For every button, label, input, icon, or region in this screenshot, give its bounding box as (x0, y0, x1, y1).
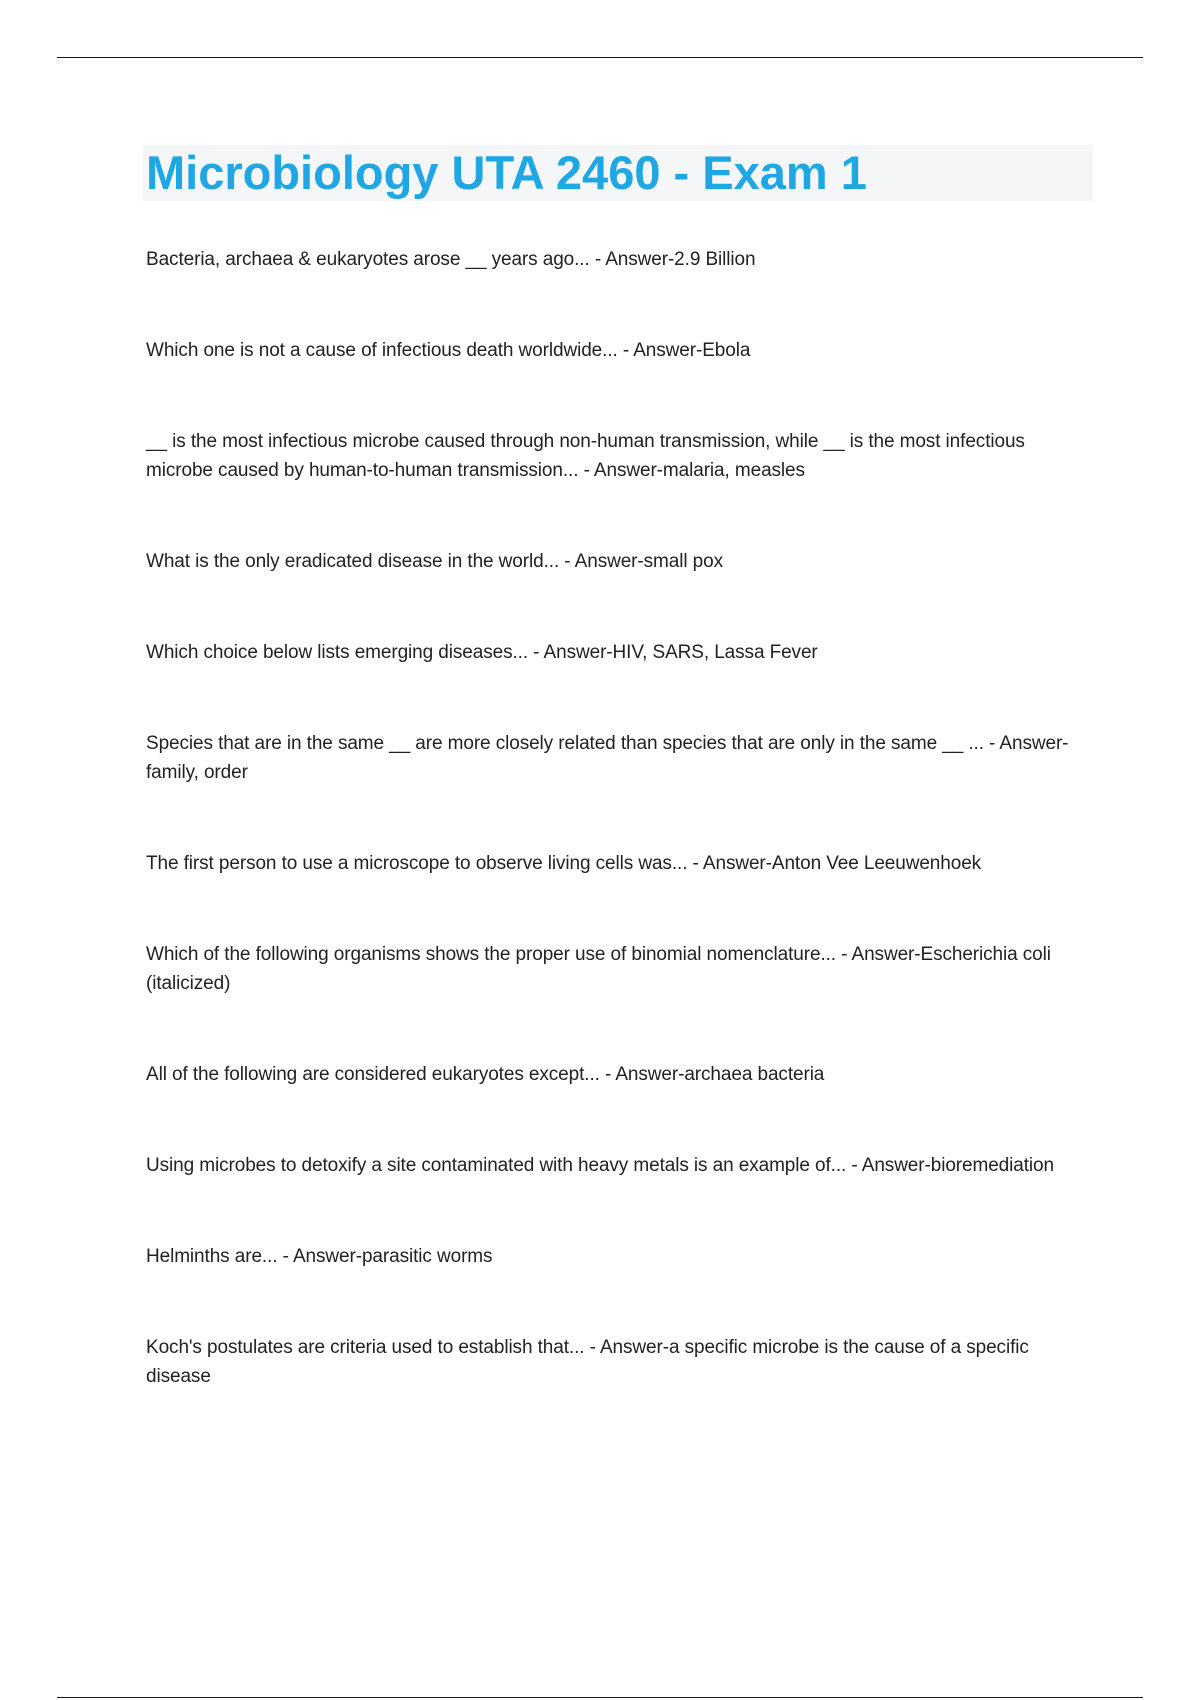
qa-item-7: The first person to use a microscope to observe living cells was... - Answer-Anton Vee Leeuwenhoek (146, 853, 982, 874)
qa-item-11: Helminths are... - Answer-parasitic worms (146, 1246, 493, 1267)
qa-item-10: Using microbes to detoxify a site contaminated with heavy metals is an example of... - Answer-bioremediation (146, 1155, 1054, 1176)
qa-item-1: Bacteria, archaea & eukaryotes arose __ years ago... - Answer-2.9 Billion (146, 249, 756, 270)
question-answer-list (146, 245, 1076, 1453)
qa-item-12: Koch's postulates are criteria used to establish that... - Answer-a specific microbe is the cause of a specific disease (146, 1337, 1029, 1387)
qa-item-2: Which one is not a cause of infectious death worldwide... - Answer-Ebola (146, 340, 751, 361)
qa-item-8: Which of the following organisms shows the proper use of binomial nomenclature... - Answer-Escherichia coli (italicized) (146, 944, 1051, 994)
qa-item-5: Which choice below lists emerging diseases... - Answer-HIV, SARS, Lassa Fever (146, 642, 818, 663)
top-rule (57, 57, 1143, 58)
qa-item-3: __ is the most infectious microbe caused through non-human transmission, while __ is the most infectious microbe caused by human-to-human transmission... - Answer-malaria, measles (146, 431, 1025, 481)
qa-item-9: All of the following are considered eukaryotes except... - Answer-archaea bacteria (146, 1064, 825, 1085)
page-title: Microbiology UTA 2460 - Exam 1 (146, 146, 867, 199)
bottom-rule (57, 1697, 1143, 1698)
qa-item-4: What is the only eradicated disease in the world... - Answer-small pox (146, 551, 723, 572)
qa-item-6: Species that are in the same __ are more closely related than species that are only in the same __ ... - Answer-family, order (146, 733, 1069, 783)
